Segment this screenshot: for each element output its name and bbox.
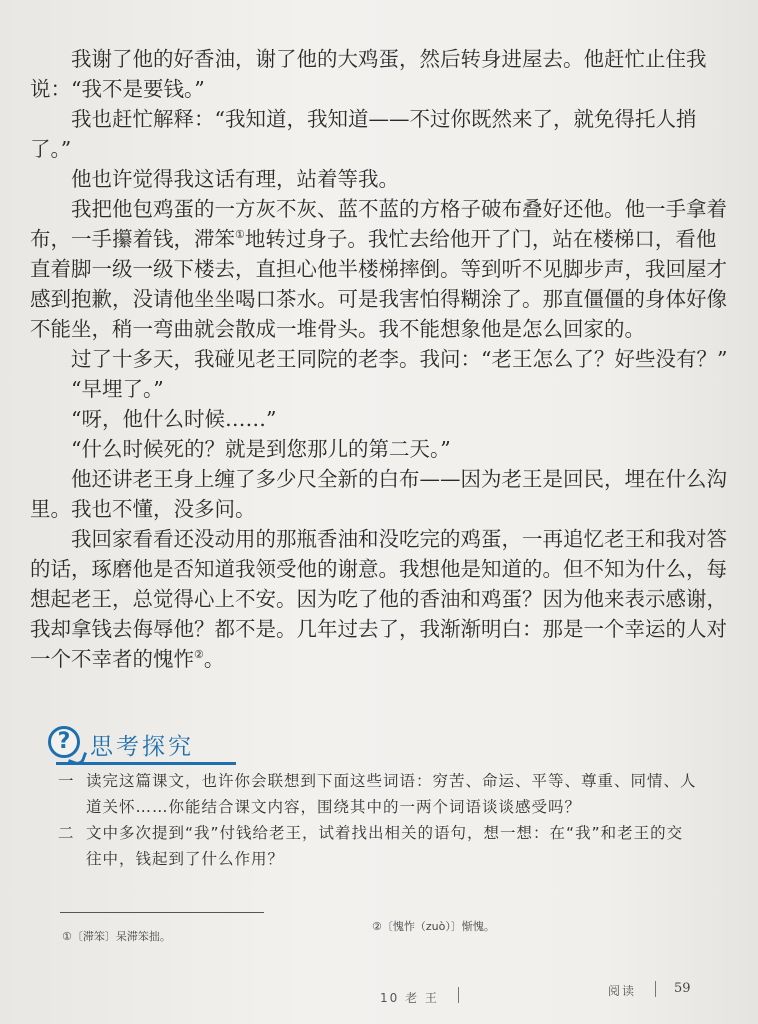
paragraph: 他还讲老王身上缠了多少尺全新的白布——因为老王是回民，埋在什么沟里。我也不懂，没多问。 [30,467,727,521]
paragraph: 他也许觉得我这话有理，站着等我。 [71,167,399,191]
lesson-body-text [30,44,730,674]
footnote-mark: ② [194,648,204,662]
footer-divider [458,987,459,1003]
question-item [58,820,698,872]
paragraph: “呀，他什么时候……” [71,407,277,431]
footer-section-label: 阅读 [608,984,637,998]
footnote-mark: ① [235,228,245,242]
footnote: ①〔滞笨〕呆滞笨拙。 [62,930,171,943]
section-title: 思考探究 [90,734,194,760]
footer-divider [655,981,656,997]
paragraph: “什么时候死的？就是到您那儿的第二天。” [71,437,451,461]
paragraph-text: 地转过身子。我忙去给他开了门，站在楼梯口，看他直着脚一级一级下楼去，直担心他半楼梯摔倒。等到听不见脚步声，我回屋才感到抱歉，没请他坐坐喝口茶水。可是我害怕得糊涂了。那直僵僵的身体好像不能坐，稍一弯曲就会散成一堆骨头。我不能想象他是怎么回家的。 [30,227,727,341]
exercise-questions [58,768,698,872]
question-item [58,768,698,820]
footnote: ②〔愧怍（zuò）〕惭愧。 [372,920,495,933]
paragraph-text: 我回家看看还没动用的那瓶香油和没吃完的鸡蛋，一再追忆老王和我对答的话，琢磨他是否知道我领受他的谢意。我想他是知道的。但不知为什么，每想起老王，总觉得心上不安。因为吃了他的香油和鸡蛋？因为他来表示感谢，我却拿钱去侮辱他？都不是。几年过去了，我渐渐明白：那是一个幸运的人对一个不幸者的愧怍 [30,527,727,671]
question-text: 读完这篇课文，也许你会联想到下面这些词语：穷苦、命运、平等、尊重、同情、人道关怀……你能结合课文内容，围绕其中的一两个词语谈谈感受吗？ [86,772,697,816]
question-text: 文中多次提到“我”付钱给老王，试着找出相关的语句，想一想：在“我”和老王的交往中，钱起到了什么作用？ [86,824,684,868]
paragraph-text: 。 [203,647,225,671]
paragraph-text: 我把他包鸡蛋的一方灰不灰、蓝不蓝的方格子破布叠好还他。他一手拿着布，一手攥着钱，滞笨 [30,197,727,251]
paragraph: 我谢了他的好香油，谢了他的大鸡蛋，然后转身进屋去。他赶忙止住我说：“我不是要钱。” [30,47,707,101]
paragraph: 我也赶忙解释：“我知道，我知道——不过你既然来了，就免得托人捎了。” [30,107,697,161]
paragraph: “早埋了。” [71,377,164,401]
question-number: 一 [58,772,74,790]
footnote-divider [60,912,264,913]
paragraph: 过了十多天，我碰见老王同院的老李。我问：“老王怎么了？好些没有？” [71,347,728,371]
question-mark-icon: ? [48,726,80,758]
question-number: 二 [58,824,74,842]
paragraph [30,194,730,344]
footer-chapter-title: 10 老 王 [380,991,439,1005]
paragraph [30,524,730,674]
page-number: 59 [674,981,691,996]
section-title-underline [56,762,236,765]
think-explore-heading [48,724,248,764]
